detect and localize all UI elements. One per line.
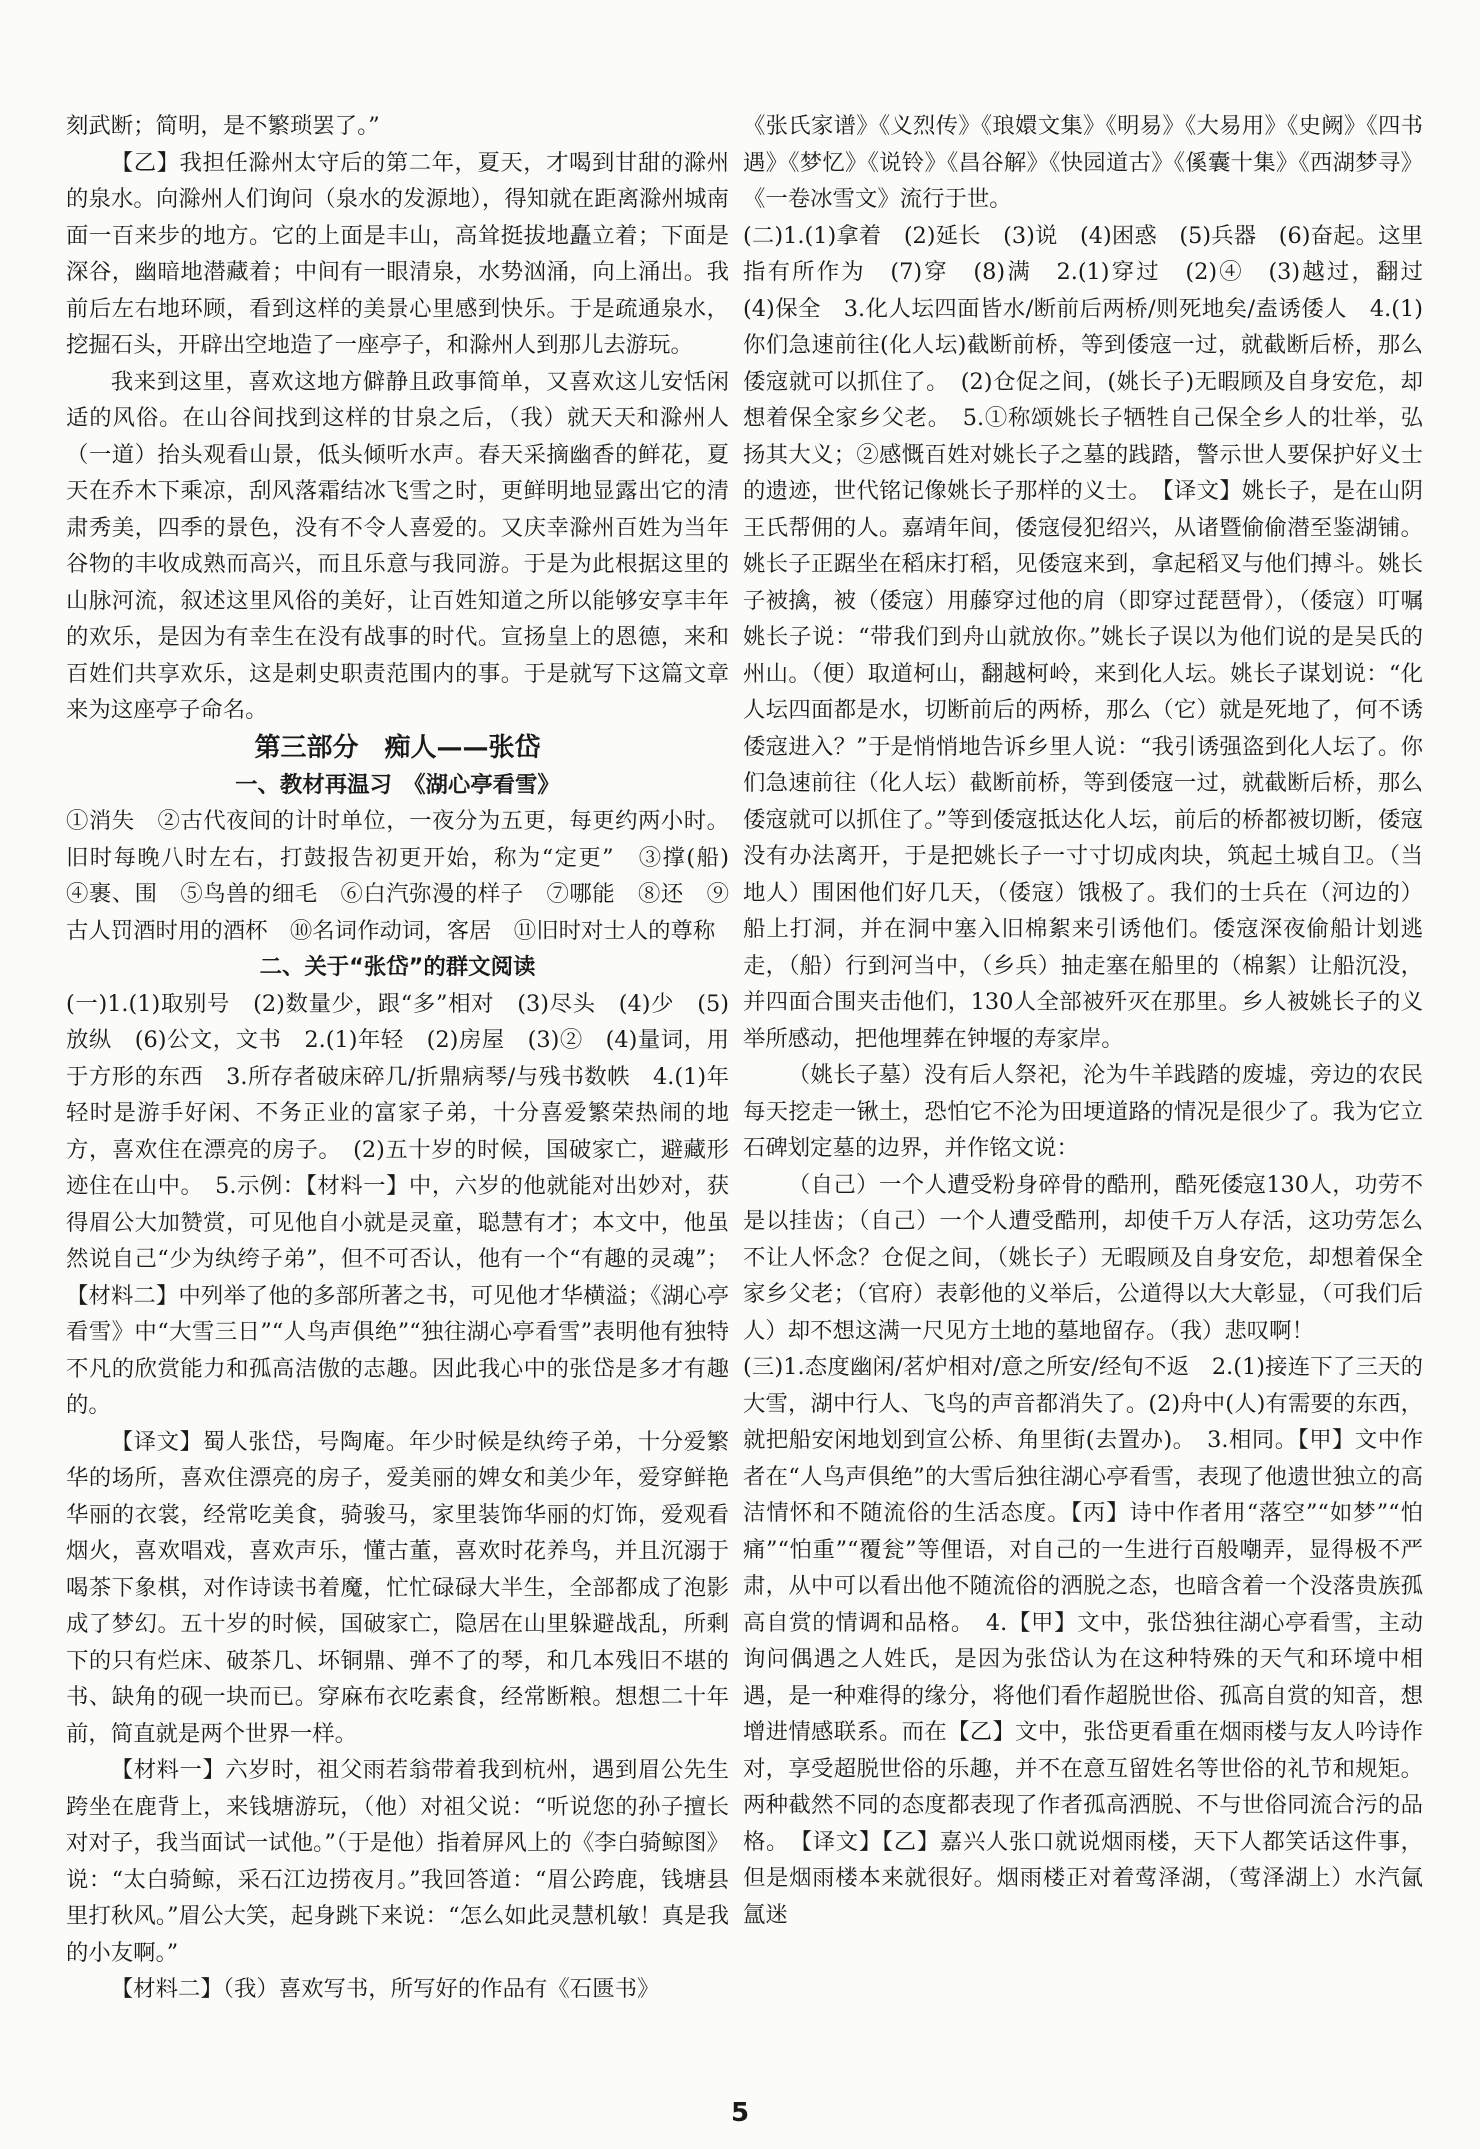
left-paragraph: (一)1.(1)取别号 (2)数量少，跟“多”相对 (3)尽头 (4)少 (5)放纵 (6)公文，文书 2.(1)年轻 (2)房屋 (3)② (4)量词，用于方形的东西 3.所存者破床碎几/折鼎病琴/与残书数帙 4.(1)年轻时是游手好闲、不务正业的富家子弟，十分喜爱繁荣热闹的地方，喜欢住在漂亮的房子。 (2)五十岁的时候，国破家亡，避藏形迹住在山中。 5.示例：【材料一】中，六岁的他就能对出妙对，获得眉公大加赞赏，可见他自小就是灵童，聪慧有才；本文中，他虽然说自己“少为纨绔子弟”，但不可否认，他有一个“有趣的灵魂”；【材料二】中列举了他的多部所著之书，可见他才华横溢；《湖心亭看雪》中“大雪三日”“人鸟声俱绝”“独往湖心亭看雪”表明他有独特不凡的欣赏能力和孤高洁傲的志趣。因此我心中的张岱是多才有趣的。 <box>66 990 729 1418</box>
page-number: 5 <box>730 2098 750 2128</box>
left-paragraph: 【乙】我担任滁州太守后的第二年，夏天，才喝到甘甜的滁州的泉水。向滁州人们询问（泉水的发源地），得知就在距离滁州城南面一百来步的地方。它的上面是丰山，高耸挺拔地矗立着；下面是深谷，幽暗地潜藏着；中间有一眼清泉，水势汹涌，向上涌出。我前后左右地环顾，看到这样的美景心里感到快乐。于是疏通泉水，挖掘石头，开辟出空地造了一座亭子，和滁州人到那儿去游玩。 <box>66 149 729 358</box>
left-paragraph: 二、关于“张岱”的群文阅读 <box>259 954 536 980</box>
left-paragraph: 【材料二】（我）喜欢写书，所写好的作品有《石匮书》 <box>110 1976 660 2002</box>
right-paragraph: （姚长子墓）没有后人祭祀，沦为牛羊践踏的废墟，旁边的农民每天挖走一锹土，恐怕它不沦为田埂道路的情况是很少了。我为它立石碑划定墓的边界，并作铭文说： <box>743 1062 1423 1161</box>
right-paragraph: (三)1.态度幽闲/茗炉相对/意之所安/经旬不返 2.(1)接连下了三天的大雪，湖中行人、飞鸟的声音都消失了。(2)舟中(人)有需要的东西，就把船安闲地划到宣公桥、角里街(去置办)。 3.相同。【甲】文中作者在“人鸟声俱绝”的大雪后独往湖心亭看雪，表现了他遗世独立的高洁情怀和不随流俗的生活态度。【丙】诗中作者用“落空”“如梦”“怕痛”“怕重”“覆瓮”等俚语，对自己的一生进行百般嘲弄，显得极不严肃，从中可以看出他不随流俗的洒脱之态，也暗含着一个没落贵族孤高自赏的情调和品格。 4.【甲】文中，张岱独往湖心亭看雪，主动询问偶遇之人姓氏，是因为张岱认为在这种特殊的天气和环境中相遇，是一种难得的缘分，将他们看作超脱世俗、孤高自赏的知音，想增进情感联系。而在【乙】文中，张岱更看重在烟雨楼与友人吟诗作对，享受超脱世俗的乐趣，并不在意互留姓名等世俗的礼节和规矩。两种截然不同的态度都表现了作者孤高洒脱、不与世俗同流合污的品格。 【译文】【乙】嘉兴人张口就说烟雨楼，天下人都笑话这件事，但是烟雨楼本来就很好。烟雨楼正对着莺泽湖，（莺泽湖上）水汽氤氲迷 <box>743 1354 1423 1928</box>
left-column <box>66 108 729 2088</box>
left-paragraph: 我来到这里，喜欢这地方僻静且政事简单，又喜欢这儿安恬闲适的风俗。在山谷间找到这样的甘泉之后，（我）就天天和滁州人（一道）抬头观看山景，低头倾听水声。春天采摘幽香的鲜花，夏天在乔木下乘凉，刮风落霜结冰飞雪之时，更鲜明地显露出它的清肃秀美，四季的景色，没有不令人喜爱的。又庆幸滁州百姓为当年谷物的丰收成熟而高兴，而且乐意与我同游。于是为此根据这里的山脉河流，叙述这里风俗的美好，让百姓知道之所以能够安享丰年的欢乐，是因为有幸生在没有战事的时代。宣扬皇上的恩德，来和百姓们共享欢乐，这是刺史职责范围内的事。于是就写下这篇文章来为这座亭子命名。 <box>66 368 729 723</box>
right-column <box>743 108 1423 2088</box>
right-paragraph: （自己）一个人遭受粉身碎骨的酷刑，酷死倭寇130人，功劳不是以挂齿；（自己）一个人遭受酷刑，却使千万人存活，这功劳怎么不让人怀念？仓促之间，（姚长子）无暇顾及自身安危，却想着保全家乡父老；（官府）表彰他的义举后，公道得以大大彰显，（可我们后人）却不想这满一尺见方土地的墓地留存。（我）悲叹啊！ <box>743 1171 1423 1344</box>
left-paragraph: ①消失 ②古代夜间的计时单位，一夜分为五更，每更约两小时。旧时每晚八时左右，打鼓报告初更开始，称为“定更” ③撑(船) ④裹、围 ⑤鸟兽的细毛 ⑥白汽弥漫的样子 ⑦哪能 ⑧还 ⑨古人罚酒时用的酒杯 ⑩名词作动词，客居 ⑪旧时对士人的尊称 <box>66 808 729 944</box>
left-paragraph: 第三部分 痴人——张岱 <box>254 732 541 763</box>
left-paragraph: 【材料一】六岁时，祖父雨若翁带着我到杭州，遇到眉公先生跨坐在鹿背上，来钱塘游玩，（他）对祖父说：“听说您的孙子擅长对对子，我当面试一试他。”（于是他）指着屏风上的《李白骑鲸图》说：“太白骑鲸，采石江边捞夜月。”我回答道：“眉公跨鹿，钱塘县里打秋风。”眉公大笑，起身跳下来说：“怎么如此灵慧机敏！真是我的小友啊。” <box>66 1757 729 1966</box>
right-paragraph: 《张氏家谱》《义烈传》《琅嬛文集》《明易》《大易用》《史阙》《四书遇》《梦忆》《说铃》《昌谷解》《快园道古》《傒囊十集》《西湖梦寻》《一卷冰雪文》流行于世。 <box>743 113 1423 212</box>
left-paragraph: 【译文】蜀人张岱，号陶庵。年少时候是纨绔子弟，十分爱繁华的场所，喜欢住漂亮的房子，爱美丽的婢女和美少年，爱穿鲜艳华丽的衣裳，经常吃美食，骑骏马，家里装饰华丽的灯饰，爱观看烟火，喜欢唱戏，喜欢声乐，懂古董，喜欢时花养鸟，并且沉溺于喝茶下象棋，对作诗读书着魔，忙忙碌碌大半生，全部都成了泡影成了梦幻。五十岁的时候，国破家亡，隐居在山里躲避战乱，所剩下的只有烂床、破茶几、坏铜鼎、弹不了的琴，和几本残旧不堪的书、缺角的砚一块而已。穿麻布衣吃素食，经常断粮。想想二十年前，简直就是两个世界一样。 <box>66 1428 729 1747</box>
left-paragraph: 一、教材再温习 《湖心亭看雪》 <box>235 771 560 798</box>
right-paragraph: (二)1.(1)拿着 (2)延长 (3)说 (4)困惑 (5)兵器 (6)奋起。这里指有所作为 (7)穿 (8)满 2.(1)穿过 (2)④ (3)越过，翻过 (4)保全 3.化人坛四面皆水/断前后两桥/则死地矣/盍诱倭人 4.(1)你们急速前往(化人坛)截断前桥，等到倭寇一过，就截断后桥，那么倭寇就可以抓住了。 (2)仓促之间，(姚长子)无暇顾及自身安危，却想着保全家乡父老。 5.①称颂姚长子牺牲自己保全乡人的壮举，弘扬其大义；②感慨百姓对姚长子之墓的践踏，警示世人要保护好义士的遗迹，世代铭记像姚长子那样的义士。 【译文】姚长子，是在山阴王氏帮佣的人。嘉靖年间，倭寇侵犯绍兴，从诸暨偷偷潜至鉴湖铺。姚长子正踞坐在稻床打稻，见倭寇来到，拿起稻叉与他们搏斗。姚长子被擒，被（倭寇）用藤穿过他的肩（即穿过琵琶骨），（倭寇）叮嘱姚长子说：“带我们到舟山就放你。”姚长子误以为他们说的是吴氏的州山。（便）取道柯山，翻越柯岭，来到化人坛。姚长子谋划说：“化人坛四面都是水，切断前后的两桥，那么（它）就是死地了，何不诱倭寇进入？”于是悄悄地告诉乡里人说：“我引诱强盗到化人坛了。你们急速前往（化人坛）截断前桥，等到倭寇一过，就截断后桥，那么倭寇就可以抓住了。”等到倭寇抵达化人坛，前后的桥都被切断，倭寇没有办法离开，于是把姚长子一寸寸切成肉块，筑起土城自卫。（当地人）围困他们好几天，（倭寇）饿极了。我们的士兵在（河边的）船上打洞，并在洞中塞入旧棉絮来引诱他们。倭寇深夜偷船计划逃走，（船）行到河当中，（乡兵）抽走塞在船里的（棉絮）让船沉没，并四面合围夹击他们，130人全部被歼灭在那里。乡人被姚长子的义举所感动，把他埋葬在钟堰的寿家岸。 <box>743 222 1423 1052</box>
left-paragraph: 刻武断；简明，是不繁琐罢了。” <box>66 113 380 139</box>
